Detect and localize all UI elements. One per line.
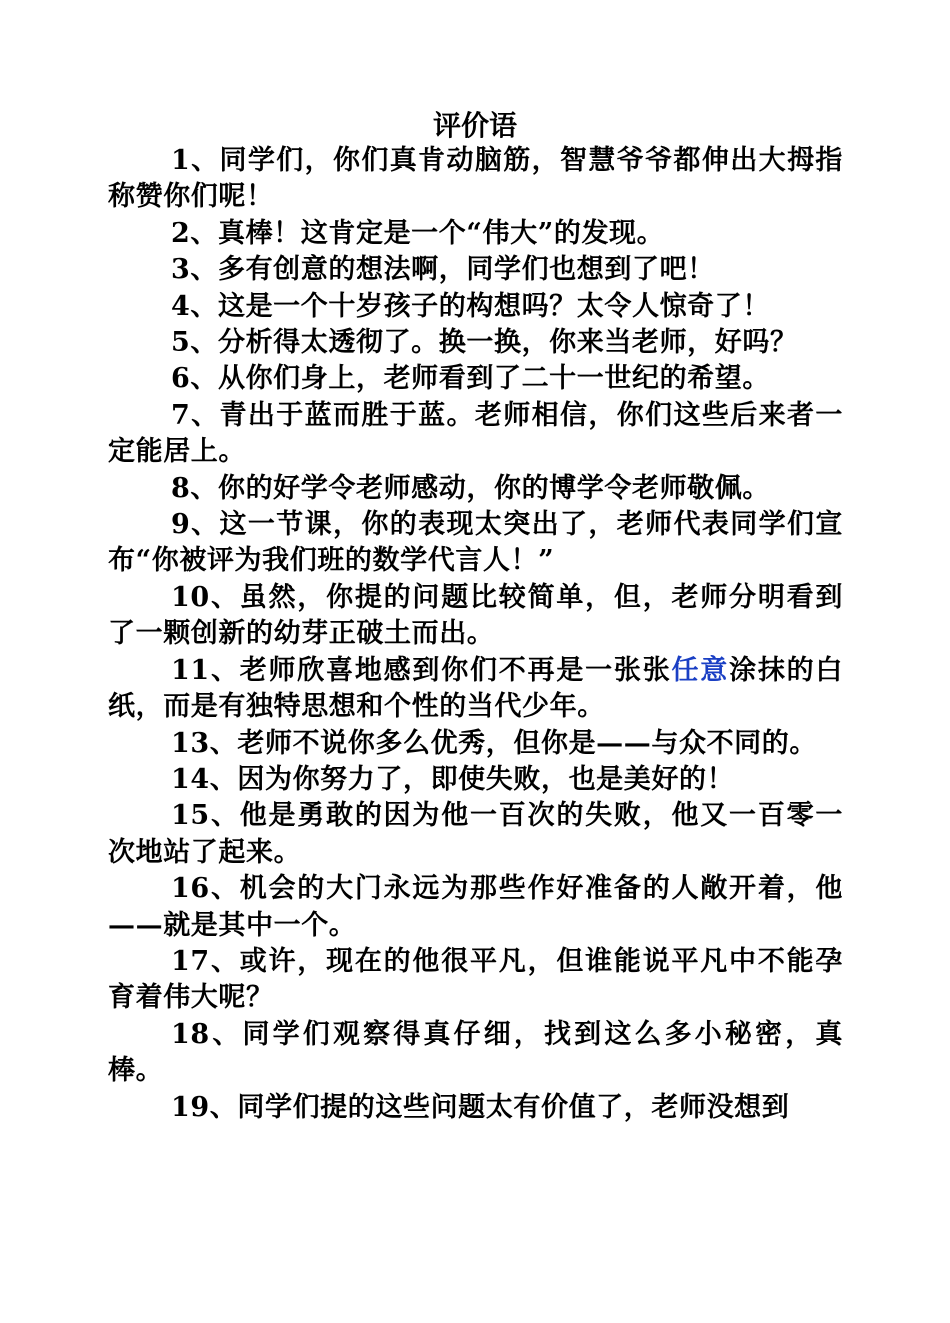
list-item: 19、同学们提的这些问题太有价值了，老师没想到 [171, 1091, 790, 1123]
list-item: 2、真棒！这肯定是一个“伟大”的发现。 [171, 217, 665, 249]
list-item: 17、或许，现在的他很平凡，但谁能说平凡中不能孕育着伟大呢？ [108, 945, 843, 1014]
list-item: 5、分析得太透彻了。换一换，你来当老师，好吗？ [171, 327, 798, 359]
list-item: 3、多有创意的想法啊，同学们也想到了吧！ [171, 254, 715, 286]
list-item: 15、他是勇敢的因为他一百次的失败，他又一百零一次地站了起来。 [108, 800, 843, 868]
document-body [108, 143, 843, 1126]
list-item: 7、青出于蓝而胜于蓝。老师相信，你们这些后来者一定能居上。 [108, 399, 843, 468]
list-item: 16、机会的大门永远为那些作好准备的人敞开着，他——就是其中一个。 [108, 873, 843, 941]
list-item: 13、老师不说你多么优秀，但你是——与众不同的。 [171, 727, 817, 759]
list-item: 14、因为你努力了，即使失败，也是美好的！ [171, 763, 735, 795]
list-item-11 [108, 653, 843, 726]
item-11-after: 涂抹的白纸，而是有独特思想和个性的当代少年。 [108, 654, 844, 723]
document-title: 评价语 [432, 109, 517, 142]
list-item: 10、虽然，你提的问题比较简单，但，老师分明看到了一颗创新的幼芽正破土而出。 [108, 581, 843, 650]
list-item: 8、你的好学令老师感动，你的博学令老师敬佩。 [171, 472, 770, 504]
list-item: 6、从你们身上，老师看到了二十一世纪的希望。 [171, 363, 770, 395]
list-item: 18、同学们观察得真仔细，找到这么多小秘密，真棒。 [108, 1018, 843, 1087]
item-11-before: 11、老师欣喜地感到你们不再是一张张 [171, 654, 672, 686]
list-item: 9、这一节课，你的表现太突出了，老师代表同学们宣布“你被评为我们班的数学代言人！” [108, 509, 843, 577]
list-item: 4、这是一个十岁孩子的构想吗？太令人惊奇了！ [171, 290, 770, 322]
highlighted-word: 任意 [671, 654, 730, 686]
list-item: 1、同学们，你们真肯动脑筋，智慧爷爷都伸出大拇指称赞你们呢！ [108, 145, 843, 213]
